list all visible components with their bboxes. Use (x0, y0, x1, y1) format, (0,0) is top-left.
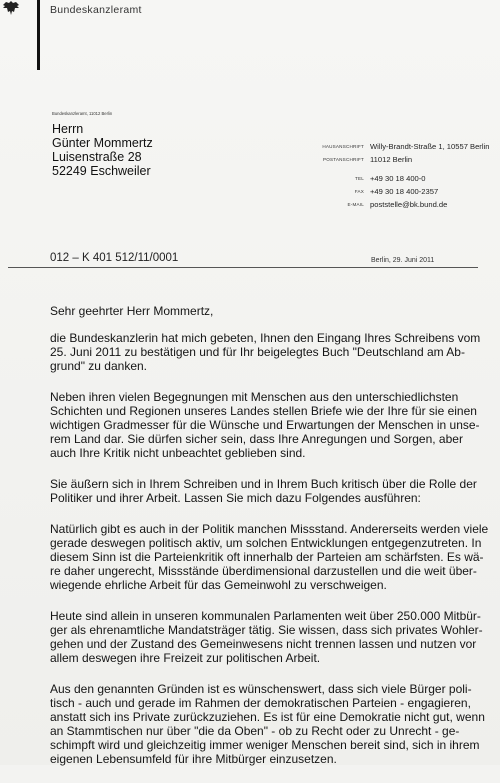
text-line: 25. Juni 2011 zu bestätigen und für Ihr beigelegtes Buch "Deutschland am Ab- (50, 345, 465, 359)
text-line: grund" zu danken. (50, 359, 147, 373)
paragraph (50, 390, 500, 460)
text-line: gehen und der Zustand des Gemeinwesens nicht trennen lassen und nutzen vor (50, 637, 477, 651)
contact-label: E-MAIL (347, 202, 364, 207)
text-line: Sie äußern sich in Ihrem Schreiben und in Ihrem Buch kritisch über die Rolle der (50, 477, 477, 491)
paragraph (50, 682, 500, 766)
paragraph (50, 477, 500, 505)
text-line: die Bundeskanzlerin hat mich gebeten, Ihnen den Eingang Ihres Schreibens vom (50, 331, 481, 345)
contact-value: Willy-Brandt-Straße 1, 10557 Berlin (370, 142, 490, 151)
reference-line (0, 252, 500, 272)
text-line: an Stammtischen nur über "die da Oben" - ob zu Recht oder zu Unrecht - ge- (50, 724, 460, 738)
sender-return-address: Bundeskanzleramt, 11012 Berlin (52, 111, 113, 116)
text-line: Politiker und ihrer Arbeit. Lassen Sie mich dazu Folgendes ausführen: (50, 491, 421, 505)
contact-value: 11012 Berlin (370, 155, 413, 164)
organization-name: Bundeskanzleramt (50, 4, 142, 16)
paragraph (50, 522, 500, 592)
text-line: wichtigen Gradmesser für die Wünsche und Erwartungen der Menschen in unse- (50, 418, 480, 432)
recipient-line: Herrn (52, 122, 84, 136)
letterhead-bar (37, 0, 40, 70)
text-line: gerade deswegen politisch aktiv, um solchen Entwicklungen entgegenzutreten. In (50, 536, 482, 550)
contact-value: +49 30 18 400-0 (370, 174, 426, 183)
letter-date: Berlin, 29. Juni 2011 (368, 257, 437, 264)
recipient-line: Luisenstraße 28 (52, 150, 142, 164)
contact-value: poststelle@bk.bund.de (370, 200, 448, 209)
contact-label: HAUSANSCHRIFT (322, 144, 364, 149)
recipient-line: 52249 Eschweiler (52, 164, 151, 178)
contact-row (300, 153, 489, 166)
contact-label: TEL (354, 176, 364, 181)
federal-eagle-icon (2, 0, 20, 16)
salutation: Sehr geehrter Herr Mommertz, (50, 304, 214, 318)
text-line: tisch - auch und gerade im Rahmen der demokratischen Parteien - engagieren, (50, 696, 471, 710)
reference-number: 012 – K 401 512/11/0001 (50, 252, 182, 264)
text-line: anstatt sich ins Private zurückzuziehen. Es ist für eine Demokratie nicht gut, wenn (50, 710, 485, 724)
contact-row (300, 172, 489, 185)
recipient-line: Günter Mommertz (52, 136, 153, 150)
contact-value: +49 30 18 400-2357 (370, 187, 439, 196)
contact-row (300, 140, 489, 153)
text-line: auch Ihre Kritik nicht unbeachtet geblieben sind. (50, 446, 306, 460)
reference-rule (8, 267, 478, 268)
contact-label: FAX (354, 189, 364, 194)
text-line: rem Land dar. Sie dürfen sicher sein, dass Ihre Anregungen und Sorgen, aber (50, 432, 463, 446)
text-line: re daher ungerecht, Missstände überdimensional darzustellen und die weit über- (50, 564, 477, 578)
text-line: schimpft wird und gleichzeitig immer weniger Menschen bereit sind, sich in ihrem (50, 738, 480, 752)
text-line: Aus den genannten Gründen ist es wünschenswert, dass sich viele Bürger poli- (50, 682, 472, 696)
text-line: Neben ihren vielen Begegnungen mit Menschen aus den unterschiedlichsten (50, 390, 459, 404)
text-line: diesem Sinn ist die Parteienkritik oft innerhalb der Parteien am schärfsten. Es wä- (50, 550, 484, 564)
recipient-address (52, 122, 153, 178)
text-line: Schichten und Regionen unseres Landes stellen Briefe wie der Ihre für sie einen (50, 404, 477, 418)
text-line: wiegende ehrliche Arbeit für das Gemeinwohl zu verschweigen. (50, 578, 387, 592)
contact-block (300, 140, 489, 211)
text-line: eigenen Lebensumfeld für ihre Mitbürger einzusetzen. (50, 752, 337, 766)
contact-row (300, 198, 489, 211)
paragraph (50, 609, 500, 665)
letter-body (50, 304, 500, 783)
contact-row (300, 185, 489, 198)
text-line: ger als ehrenamtliche Mandatsträger tätig. Sie wissen, dass sich privates Wohler- (50, 623, 483, 637)
contact-label: POSTANSCHRIFT (322, 157, 364, 162)
text-line: Natürlich gibt es auch in der Politik manchen Missstand. Andererseits werden viele (50, 522, 489, 536)
text-line: allem deswegen ihre Freizeit zur politischen Arbeit. (50, 651, 321, 665)
text-line: Heute sind allein in unseren kommunalen Parlamenten weit über 250.000 Mitbür- (50, 609, 481, 623)
paragraph (50, 331, 500, 373)
